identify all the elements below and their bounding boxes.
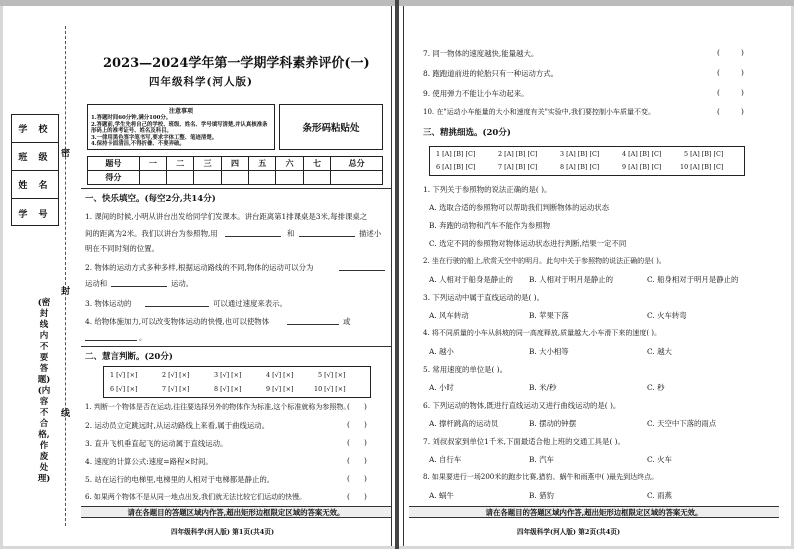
exam-subtitle: 四年级科学(河人版) [149, 76, 253, 88]
seal-char: 线 [61, 409, 71, 419]
mc-option[interactable]: B. 人相对于明月是静止的 [529, 275, 614, 284]
page-border [403, 6, 404, 546]
exam-page-2 [399, 6, 791, 546]
question-text: 1. 课间的时候,小明从讲台出发给同学们发课本。讲台距离第1排课桌是3米,每排课桌之 [85, 212, 368, 221]
answer-paren[interactable]: ( ) [347, 402, 367, 411]
judge-item: 2. 运动员立定跳远时,从运动路线上来看,属于曲线运动。 [85, 421, 270, 430]
judge-option[interactable]: 7 [√] [×] [162, 385, 190, 393]
mc-question: 1. 下列关于参照物的说法正确的是( )。 [423, 185, 552, 194]
judge-option[interactable]: 1 [√] [×] [110, 371, 138, 379]
score-cell[interactable] [331, 171, 383, 185]
answer-paren[interactable]: ( ) [347, 474, 367, 483]
question-text: 运动和 [85, 279, 108, 288]
score-cell[interactable] [139, 171, 166, 185]
answer-blank[interactable] [287, 316, 339, 325]
question-text: 3. 物体运动的 [85, 299, 132, 308]
notice-line: 2.答题前,学生先将自己的学校、班级、姓名、学号填写清楚,并认真核准条形码上的准考证号、姓名及科目。 [91, 121, 268, 135]
judge-item: 4. 速度的计算公式:速度=路程×时间。 [85, 457, 213, 466]
mc-option[interactable]: A. 越小 [429, 347, 454, 356]
barcode-area: 条形码粘贴处 [279, 104, 383, 150]
answer-blank[interactable] [339, 262, 385, 271]
mc-option[interactable]: C. 秒 [647, 383, 665, 392]
choice-option[interactable]: 10 [A] [B] [C] [680, 163, 724, 171]
section3-title: 三、精挑细选。(20分) [423, 128, 511, 138]
notice-heading: 注意事项 [168, 108, 193, 115]
choice-option[interactable]: 8 [A] [B] [C] [560, 163, 600, 171]
score-header: 二 [167, 157, 194, 171]
exam-page-1 [3, 6, 395, 546]
mc-option[interactable]: A. 选取合适的参照物可以帮助我们判断物体的运动状态 [429, 203, 610, 212]
mc-question: 8. 如果要进行一场200米的跑步比赛,猎豹、蜗牛和雨燕中( )最先到达终点。 [423, 473, 659, 481]
choice-option[interactable]: 4 [A] [B] [C] [622, 150, 662, 158]
answer-blank[interactable] [225, 228, 281, 237]
judge-option[interactable]: 4 [√] [×] [266, 371, 294, 379]
question-text: 或 [343, 317, 351, 326]
mc-question: 5. 常用速度的单位是( )。 [423, 365, 508, 374]
answer-paren[interactable]: ( ) [717, 48, 744, 57]
score-header: 四 [221, 157, 248, 171]
choice-option[interactable]: 3 [A] [B] [C] [560, 150, 600, 158]
class-field[interactable]: 班 级 [12, 143, 58, 171]
mc-option[interactable]: B. 奔跑的动物和汽车不能作为参照物 [429, 221, 550, 230]
mc-option[interactable]: B. 摆动的钟摆 [529, 419, 577, 428]
mc-option[interactable]: C. 天空中下落的雨点 [647, 419, 717, 428]
seal-line [65, 26, 66, 526]
mc-option[interactable]: B. 米/秒 [529, 383, 557, 392]
student-info-box [11, 114, 59, 226]
seal-note: (密封线内不要答题)(内容不合格,作废处理) [37, 298, 51, 484]
judge-item: 6. 如果两个物体不是从同一地点出发,我们就无法比较它们运动的快慢。 [85, 493, 307, 501]
question-text: 间的距离为2米。我们以讲台为参照物,用 [85, 229, 218, 238]
page-footer: 四年级科学(河人版) 第2页(共4页) [517, 528, 621, 536]
seal-char: 密 [61, 149, 71, 159]
mc-question: 2. 坐在行驶的船上,欣赏天空中的明月。此句中关于参照物的说法正确的是( )。 [423, 257, 666, 265]
judge-item: 3. 直升飞机垂直起飞的运动属于直线运动。 [85, 439, 228, 448]
mc-option[interactable]: A. 小时 [429, 383, 454, 392]
answer-paren[interactable]: ( ) [717, 68, 744, 77]
question-text: 。 [139, 333, 147, 342]
notice-line: 3.一律用黑色签字笔书写,要求字体工整、笔迹清楚。 [91, 134, 218, 141]
area-warning: 请在各题目的答题区域内作答,超出矩形边框限定区域的答案无效。 [81, 506, 391, 518]
mc-question: 7. 刘叔叔家到单位1千米,下面最适合他上班的交通工具是( )。 [423, 437, 625, 446]
mc-option[interactable]: C. 雨燕 [647, 491, 672, 500]
score-header: 六 [276, 157, 303, 171]
mc-option[interactable]: A. 蜗牛 [429, 491, 454, 500]
score-cell[interactable] [249, 171, 276, 185]
judge-item: 7. 同一物体的速度越快,能量越大。 [423, 49, 539, 58]
answer-blank[interactable] [299, 228, 355, 237]
choice-option[interactable]: 1 [A] [B] [C] [436, 150, 476, 158]
choice-option[interactable]: 2 [A] [B] [C] [498, 150, 538, 158]
score-cell[interactable] [276, 171, 303, 185]
score-header: 题号 [88, 157, 140, 171]
choice-answer-box [429, 146, 745, 176]
answer-paren[interactable]: ( ) [717, 88, 744, 97]
score-cell[interactable] [221, 171, 248, 185]
name-field[interactable]: 姓 名 [12, 171, 58, 199]
judge-item: 9. 使用弹力不能让小车动起来。 [423, 89, 529, 98]
notice-line: 1.答题时间60分钟,满分100分。 [91, 115, 172, 121]
choice-option[interactable]: 9 [A] [B] [C] [622, 163, 662, 171]
question-text: 可以通过速度来表示。 [213, 299, 287, 308]
mc-option[interactable]: C. 越大 [647, 347, 672, 356]
mc-question: 3. 下列运动中属于直线运动的是( )。 [423, 293, 544, 302]
mc-option[interactable]: A. 自行车 [429, 455, 462, 464]
judge-option[interactable]: 5 [√] [×] [318, 371, 346, 379]
mc-question: 4. 将不同质量的小车从斜坡的同一高度释放,质量越大,小车滑下来的速度( )。 [423, 329, 662, 337]
area-warning: 请在各题目的答题区域内作答,超出矩形边框限定区域的答案无效。 [409, 506, 779, 518]
mc-option[interactable]: A. 人相对于船身是静止的 [429, 275, 513, 284]
mc-question: 6. 下列运动的物体,既进行直线运动又进行曲线运动的是( )。 [423, 401, 621, 410]
divider [81, 346, 391, 347]
score-table [87, 156, 383, 185]
score-cell[interactable] [167, 171, 194, 185]
answer-blank[interactable] [85, 332, 137, 341]
divider [81, 188, 391, 189]
answer-paren[interactable]: ( ) [347, 438, 367, 447]
mc-option[interactable]: C. 火车 [647, 455, 672, 464]
question-text: 2. 物体的运动方式多种多样,根据运动路线的不同,物体的运动可以分为 [85, 263, 314, 272]
judge-item: 5. 站在运行的电梯里,电梯里的人相对于电梯都是静止的。 [85, 475, 275, 484]
score-cell[interactable] [303, 171, 330, 185]
judge-option[interactable]: 2 [√] [×] [162, 371, 190, 379]
page-border [391, 6, 392, 546]
section2-title: 二、慧言判断。(20分) [85, 352, 173, 362]
score-row-label: 得分 [88, 171, 140, 185]
exam-title: 2023—2024学年第一学期学科素养评价(一) [103, 56, 370, 71]
mc-option[interactable]: B. 苹果下落 [529, 311, 569, 320]
answer-paren[interactable]: ( ) [347, 492, 367, 501]
judge-option[interactable]: 3 [√] [×] [214, 371, 242, 379]
choice-option[interactable]: 7 [A] [B] [C] [498, 163, 538, 171]
mc-option[interactable]: A. 风车转动 [429, 311, 469, 320]
score-header: 七 [303, 157, 330, 171]
binding-sidebar [3, 6, 79, 546]
mc-option[interactable]: C. 火车转弯 [647, 311, 687, 320]
school-field[interactable]: 学 校 [12, 115, 58, 143]
question-text: 4. 给物体施加力,可以改变物体运动的快慢,也可以使物体 [85, 317, 270, 326]
judge-item: 1. 判断一个物体是否在运动,往往要选择另外的物体作为标准,这个标准就称为参照物。 [85, 403, 351, 411]
score-header: 三 [194, 157, 221, 171]
notice-box [87, 104, 275, 150]
judge-option[interactable]: 9 [√] [×] [266, 385, 294, 393]
section1-title: 一、快乐填空。(每空2分,共14分) [85, 194, 216, 204]
judge-option[interactable]: 8 [√] [×] [214, 385, 242, 393]
answer-blank[interactable] [111, 278, 167, 287]
mc-option[interactable]: B. 猎豹 [529, 491, 554, 500]
mc-option[interactable]: A. 撑杆跳高的运动员 [429, 419, 499, 428]
student-number-field[interactable]: 学 号 [18, 209, 52, 220]
answer-paren[interactable]: ( ) [717, 107, 744, 116]
mc-option[interactable]: C. 选定不同的参照物对物体运动状态进行判断,结果一定不同 [429, 239, 627, 248]
question-text: 描述小 [359, 229, 382, 238]
question-text: 和 [287, 229, 295, 238]
answer-paren[interactable]: ( ) [347, 456, 367, 465]
question-text: 明在不同时刻的位置。 [85, 244, 159, 253]
score-header: 总分 [331, 157, 383, 171]
judge-answer-box [103, 366, 371, 398]
mc-option[interactable]: B. 汽车 [529, 455, 554, 464]
judge-option[interactable]: 10 [√] [×] [314, 385, 346, 393]
choice-option[interactable]: 6 [A] [B] [C] [436, 163, 476, 171]
seal-char: 封 [61, 287, 71, 297]
page-footer: 四年级科学(河人版) 第1页(共4页) [171, 528, 275, 536]
score-cell[interactable] [194, 171, 221, 185]
answer-paren[interactable]: ( ) [347, 420, 367, 429]
notice-line: 4.保持卡面清洁,不得折叠、不要弄破。 [91, 141, 185, 148]
judge-item: 8. 跑跑道前进的轮胎只有一种运动方式。 [423, 69, 559, 78]
answer-blank[interactable] [145, 298, 209, 307]
judge-item: 10. 在"运动小车能量的大小和速度有关"实验中,我们要控制小车质量不变。 [423, 108, 656, 116]
question-text: 运动。 [171, 279, 194, 288]
choice-option[interactable]: 5 [A] [B] [C] [684, 150, 724, 158]
judge-option[interactable]: 6 [√] [×] [110, 385, 138, 393]
mc-option[interactable]: C. 船身相对于明月是静止的 [647, 275, 739, 284]
score-header: 一 [139, 157, 166, 171]
score-header: 五 [249, 157, 276, 171]
mc-option[interactable]: B. 大小相等 [529, 347, 569, 356]
